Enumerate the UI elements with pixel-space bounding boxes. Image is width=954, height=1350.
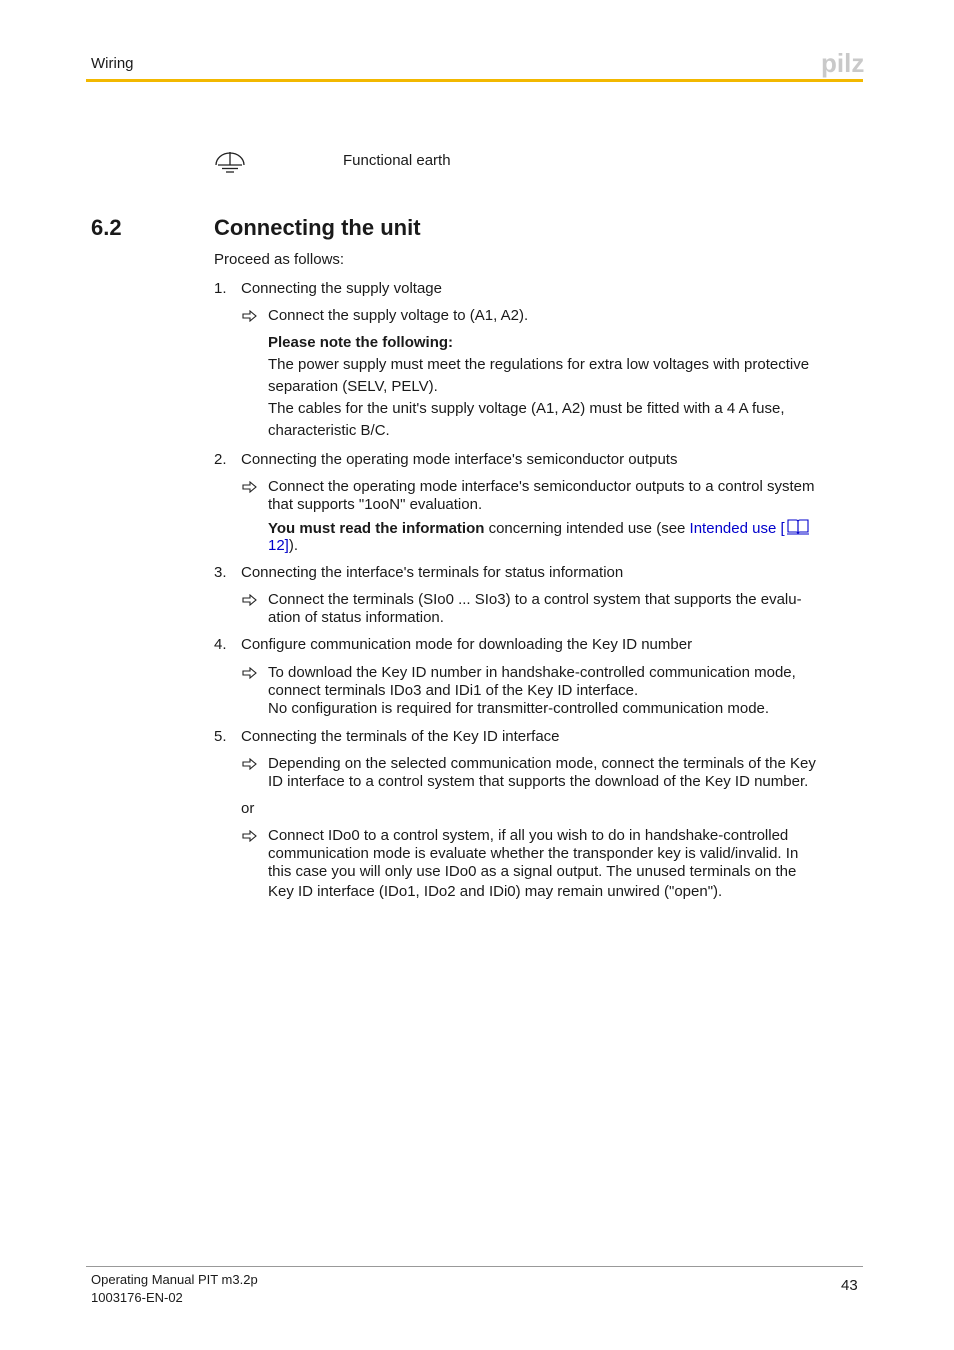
step-title: Connecting the supply voltage	[241, 280, 442, 297]
result-arrow-icon	[242, 310, 258, 322]
step-number: 5.	[214, 728, 227, 745]
step-action-line: connect terminals IDo3 and IDi1 of the Key ID interface.	[268, 682, 639, 699]
info-end: ).	[288, 537, 299, 554]
footer-doc-number: 1003176-EN-02	[91, 1290, 183, 1305]
step-action-line: that supports "1ooN" evaluation.	[268, 496, 483, 513]
alt-action-line: communication mode is evaluate whether the transponder key is valid/invalid. In	[268, 845, 799, 862]
step-action-line: Connect the operating mode interface's semiconductor outputs to a control system	[268, 478, 815, 495]
svg-text:pilz: pilz	[821, 50, 865, 78]
result-arrow-icon	[242, 830, 258, 842]
step-title: Connecting the operating mode interface's semiconductor outputs	[241, 451, 678, 468]
step-title: Configure communication mode for downloading the Key ID number	[241, 636, 693, 653]
result-arrow-icon	[242, 667, 258, 679]
step-action: Connect the supply voltage to (A1, A2).	[268, 307, 529, 324]
note-line: characteristic B/C.	[268, 422, 390, 439]
note-heading: Please note the following:	[268, 334, 454, 351]
info-text: concerning intended use (see	[484, 520, 690, 537]
pilz-logo	[821, 50, 865, 78]
functional-earth-icon	[214, 151, 246, 175]
step-action-line: No configuration is required for transmitter-controlled communication mode.	[268, 700, 770, 717]
step-number: 2.	[214, 451, 227, 468]
step-title: Connecting the interface's terminals for status information	[241, 564, 624, 581]
step-number: 1.	[214, 280, 227, 297]
book-icon[interactable]	[786, 518, 810, 535]
step-number: 4.	[214, 636, 227, 653]
step-action-line: To download the Key ID number in handshake-controlled communication mode,	[268, 664, 796, 681]
alt-action-line: this case you will only use IDo0 as a signal output. The unused terminals on the	[268, 863, 797, 880]
header-section-label: Wiring	[91, 55, 134, 72]
or-text: or	[241, 800, 255, 817]
footer-manual-title: Operating Manual PIT m3.2p	[91, 1272, 258, 1287]
step-title: Connecting the terminals of the Key ID interface	[241, 728, 560, 745]
step-action-line: ation of status information.	[268, 609, 444, 626]
intended-use-link[interactable]: Intended use [	[689, 520, 785, 537]
note-line: separation (SELV, PELV).	[268, 378, 438, 395]
footer-rule	[86, 1266, 863, 1267]
result-arrow-icon	[242, 481, 258, 493]
alt-action-line: Connect IDo0 to a control system, if all you wish to do in handshake-controlled	[268, 827, 789, 844]
info-line	[268, 518, 810, 538]
note-line: The cables for the unit's supply voltage (A1, A2) must be fitted with a 4 A fuse,	[268, 400, 785, 417]
note-line: The power supply must meet the regulations for extra low voltages with protective	[268, 356, 810, 373]
info-bold: You must read the information	[268, 520, 485, 537]
intended-use-link-page[interactable]: 12]	[268, 537, 289, 554]
result-arrow-icon	[242, 758, 258, 770]
step-action-line: Connect the terminals (SIo0 ... SIo3) to a control system that supports the evalu-	[268, 591, 802, 608]
section-title: Connecting the unit	[214, 215, 421, 240]
page-number: 43	[841, 1277, 858, 1294]
step-action-line: Depending on the selected communication mode, connect the terminals of the Key	[268, 755, 816, 772]
functional-earth-label: Functional earth	[343, 152, 451, 169]
intro-text: Proceed as follows:	[214, 251, 345, 268]
info-line-2	[268, 537, 298, 555]
step-number: 3.	[214, 564, 227, 581]
section-number: 6.2	[91, 215, 122, 240]
result-arrow-icon	[242, 594, 258, 606]
step-action-line: ID interface to a control system that supports the download of the Key ID number.	[268, 773, 809, 790]
header-rule	[86, 79, 863, 82]
alt-action-line: Key ID interface (IDo1, IDo2 and IDi0) may remain unwired ("open").	[268, 883, 723, 900]
